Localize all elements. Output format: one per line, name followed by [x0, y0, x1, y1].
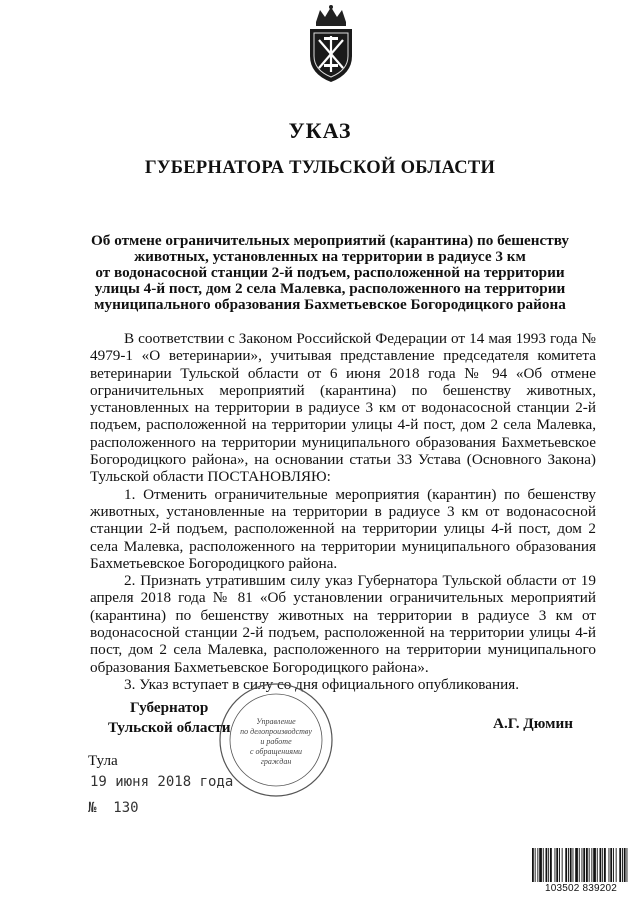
signatory-position-line1: Губернатор [130, 699, 209, 716]
registration-stamp [216, 680, 336, 800]
subject-line: улицы 4-й пост, дом 2 села Малевка, расположенного на территории [94, 280, 566, 297]
subject-line: Об отмене ограничительных мероприятий (карантина) по бешенству [90, 232, 570, 249]
stamp-line: по делопроизводству [240, 727, 312, 736]
body-paragraph-2: 2. Признать утратившим силу указ Губернатора Тульской области от 19 апреля 2018 года № 81 «Об установлении ограничительных мероприятий (карантина) по бешенству животных на территории в радиусе 3 км от водонасосной станции 2-й подъем, расположенной на территории улицы 4-й пост, дом 2 села Малевка, расположенного на территории муниципального образования Бахметьевское Богородицкого района». [90, 572, 596, 676]
document-issuer: ГУБЕРНАТОРА ТУЛЬСКОЙ ОБЛАСТИ [144, 158, 496, 178]
issue-city: Тула [88, 752, 118, 769]
subject-line: от водонасосной станции 2-й подъем, расположенной на территории [95, 264, 565, 281]
issue-date: 19 июня 2018 года [90, 774, 234, 790]
stamp-line: граждан [260, 757, 292, 766]
subject-line: муниципального образования Бахметьевское Богородицкого района [94, 296, 566, 313]
signatory-name: А.Г. Дюмин [493, 715, 574, 732]
barcode-icon [531, 848, 631, 886]
stamp-line: и работе [260, 737, 292, 746]
number-value: 130 [113, 800, 139, 816]
signatory-position [108, 698, 230, 738]
document-type: УКАЗ [288, 118, 352, 143]
coat-of-arms-icon [302, 4, 360, 84]
body-paragraph-1: 1. Отменить ограничительные мероприятия (карантин) по бешенству животных, установленные на территории в радиусе 3 км от водонасосной станции 2-й подъем, расположенной на территории улицы 4-й пост, дом 2 села Малевка, расположенного на территории муниципального образования Бахметьевское Богородицкого района. [90, 485, 596, 572]
document-body [90, 330, 596, 693]
number-sign: № [88, 800, 97, 816]
document-subject [70, 233, 590, 313]
barcode-number: 103502 839202 [544, 883, 618, 894]
stamp-line: с обращениями [249, 747, 303, 756]
stamp-line: Управление [256, 717, 296, 726]
body-paragraph-3: 3. Указ вступает в силу со дня официального опубликования. [124, 675, 520, 693]
document-number [88, 800, 139, 816]
body-paragraph-preamble: В соответствии с Законом Российской Федерации от 14 мая 1993 года № 4979-1 «О ветеринарии», учитывая представление председателя комитета ветеринарии Тульской области от 6 июня 2018 года № 94 «Об отмене ограничительных мероприятий (карантина) по бешенству животных, установленных на территории в радиусе 3 км от водонасосной станции 2-й подъем, расположенной на территории улицы 4-й пост, дом 2 села Малевка, расположенного на территории муниципального образования Бахметьевское Богородицкого района», на основании статьи 33 Устава (Основного Закона) Тульской области ПОСТАНОВЛЯЮ: [90, 330, 596, 486]
signatory-position-line2: Тульской области [108, 719, 231, 736]
subject-line: животных, установленных на территории в радиусе 3 км [134, 248, 526, 265]
